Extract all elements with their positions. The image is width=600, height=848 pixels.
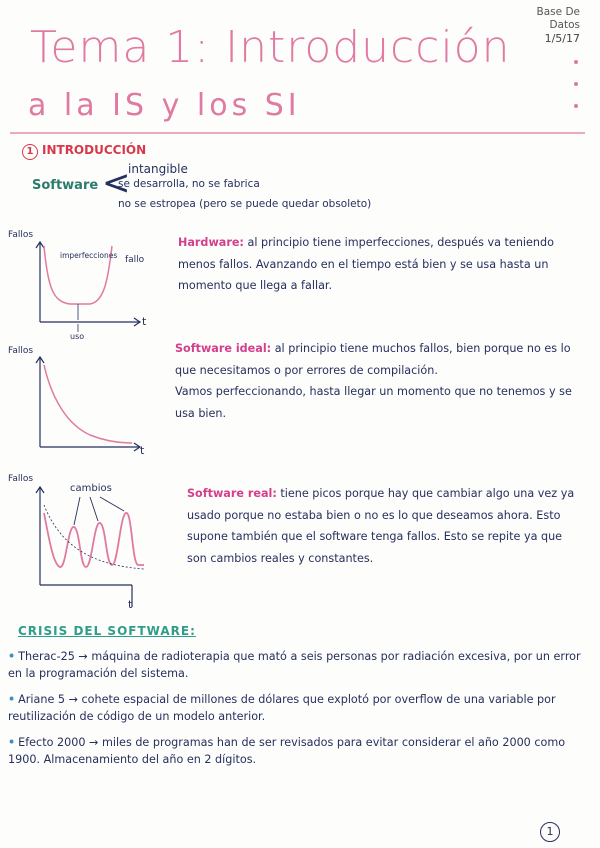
software-ideal-lead: Software ideal: [175, 342, 272, 355]
section-title: INTRODUCCIÓN [42, 143, 147, 157]
software-ideal-text-2: Vamos perfeccionando, hasta llegar un momento que no tenemos y se usa bien. [175, 385, 572, 420]
graph-real-xlabel: t [128, 598, 133, 611]
page-number: 1 [540, 822, 560, 842]
list-item [8, 648, 586, 682]
brace-icon: < [102, 163, 131, 203]
software-label: Software [32, 178, 99, 193]
corner-line-2: Datos [549, 19, 580, 31]
date-note [510, 6, 580, 45]
label-cambios: cambios [70, 483, 112, 494]
corner-line-1: Base De [536, 6, 580, 18]
software-real-paragraph [187, 483, 582, 569]
software-trait-2: se desarrolla, no se fabrica [118, 178, 260, 190]
crisis-heading: CRISIS DEL SOFTWARE: [18, 624, 196, 638]
hardware-paragraph [178, 232, 583, 297]
graph-ideal-ylabel: Fallos [8, 346, 34, 356]
crisis-item-text: Therac-25 → máquina de radioterapia que mató a seis personas por radiación excesiva, por un error en la programación del sistema. [8, 650, 581, 680]
crisis-list [8, 648, 586, 777]
software-trait-1: intangible [128, 162, 188, 176]
crisis-item-text: Efecto 2000 → miles de programas han de ser revisados para evitar considerar el año 2000 como 1900. Almacenamiento del año en 2 dígitos. [8, 736, 566, 766]
label-uso: uso [70, 332, 85, 341]
graph-ideal [20, 355, 155, 455]
section-number: 1 [22, 144, 38, 160]
crisis-item-text: Ariane 5 → cohete espacial de millones de dólares que explotó por overflow de una variable por reutilización de código de un modelo anterior. [8, 693, 556, 723]
corner-date: 1/5/17 [544, 32, 580, 45]
bullet-icon: • [8, 693, 16, 706]
software-ideal-paragraph [175, 338, 583, 424]
hardware-lead: Hardware: [178, 236, 244, 249]
label-fallo: fallo [125, 255, 145, 265]
list-item [8, 734, 586, 768]
software-real-text: tiene picos porque hay que cambiar algo una vez ya usado porque no estaba bien o no es lo que deseamos ahora. Esto supone también que el software tenga fallos. Esto se repite ya que son cambios reales y constantes. [187, 487, 575, 565]
graph-ideal-xlabel: t [140, 444, 145, 457]
label-imperfecciones: imperfecciones [60, 251, 118, 260]
section-heading [22, 143, 146, 160]
bullet-icon: • [8, 650, 16, 663]
page-subtitle: a la IS y los SI [28, 88, 301, 123]
bullet-icon: • [8, 736, 16, 749]
graph-real [20, 485, 160, 600]
hardware-text: al principio tiene imperfecciones, después va teniendo menos fallos. Avanzando en el tiempo está bien y se usa hasta un momento que llega a fallar. [178, 236, 554, 292]
software-trait-3: no se estropea (pero se puede quedar obsoleto) [118, 198, 372, 210]
graph-hardware-ylabel: Fallos [8, 230, 34, 240]
software-real-lead: Software real: [187, 487, 277, 500]
list-item [8, 691, 586, 725]
decorative-dots [570, 60, 584, 126]
graph-hardware-xlabel: t [142, 315, 147, 328]
graph-real-ylabel: Fallos [8, 474, 34, 484]
software-ideal-text: al principio tiene muchos fallos, bien porque no es lo que necesitamos o por errores de compilación. [175, 342, 571, 377]
title-underline [10, 132, 585, 134]
page-title: Tema 1: Introducción [30, 22, 511, 73]
